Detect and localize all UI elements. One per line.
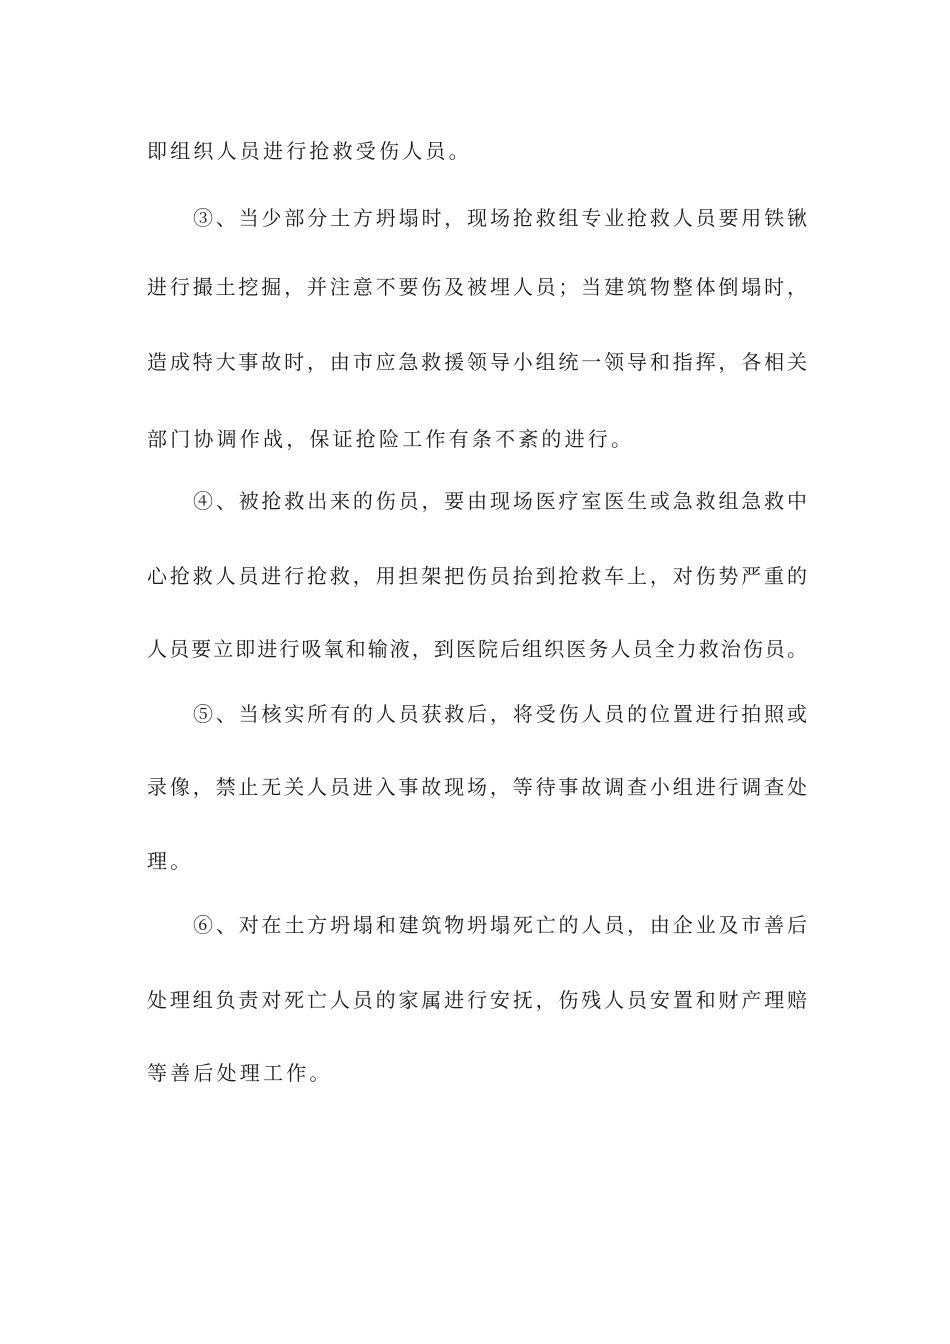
text-line: 人员要立即进行吸氧和输液，到医院后组织医务人员全力救治伤员。: [147, 637, 807, 661]
text-line: 心抢救人员进行抢救，用担架把伤员抬到抢救车上，对伤势严重的: [147, 564, 807, 588]
text-line: 等善后处理工作。: [147, 1061, 333, 1085]
text-line: 部门协调作战，保证抢险工作有条不紊的进行。: [147, 427, 635, 451]
text-line: 理。: [147, 849, 194, 873]
text-line: ⑤、当核实所有的人员获救后，将受伤人员的位置进行拍照或: [193, 702, 807, 726]
text-line: ⑥、对在土方坍塌和建筑物坍塌死亡的人员，由企业及市善后: [193, 913, 807, 937]
text-line: 即组织人员进行抢救受伤人员。: [147, 139, 472, 163]
text-line: ④、被抢救出来的伤员，要由现场医疗室医生或急救组急救中: [193, 489, 807, 513]
text-line: 造成特大事故时，由市应急救援领导小组统一领导和指挥，各相关: [147, 350, 807, 374]
text-line: ③、当少部分土方坍塌时，现场抢救组专业抢救人员要用铁锹: [193, 206, 807, 230]
text-line: 处理组负责对死亡人员的家属进行安抚，伤残人员安置和财产理赔: [147, 988, 807, 1012]
text-line: 录像，禁止无关人员进入事故现场，等待事故调查小组进行调查处: [147, 775, 807, 799]
text-line: 进行撮土挖掘，并注意不要伤及被埋人员；当建筑物整体倒塌时，: [147, 275, 807, 299]
